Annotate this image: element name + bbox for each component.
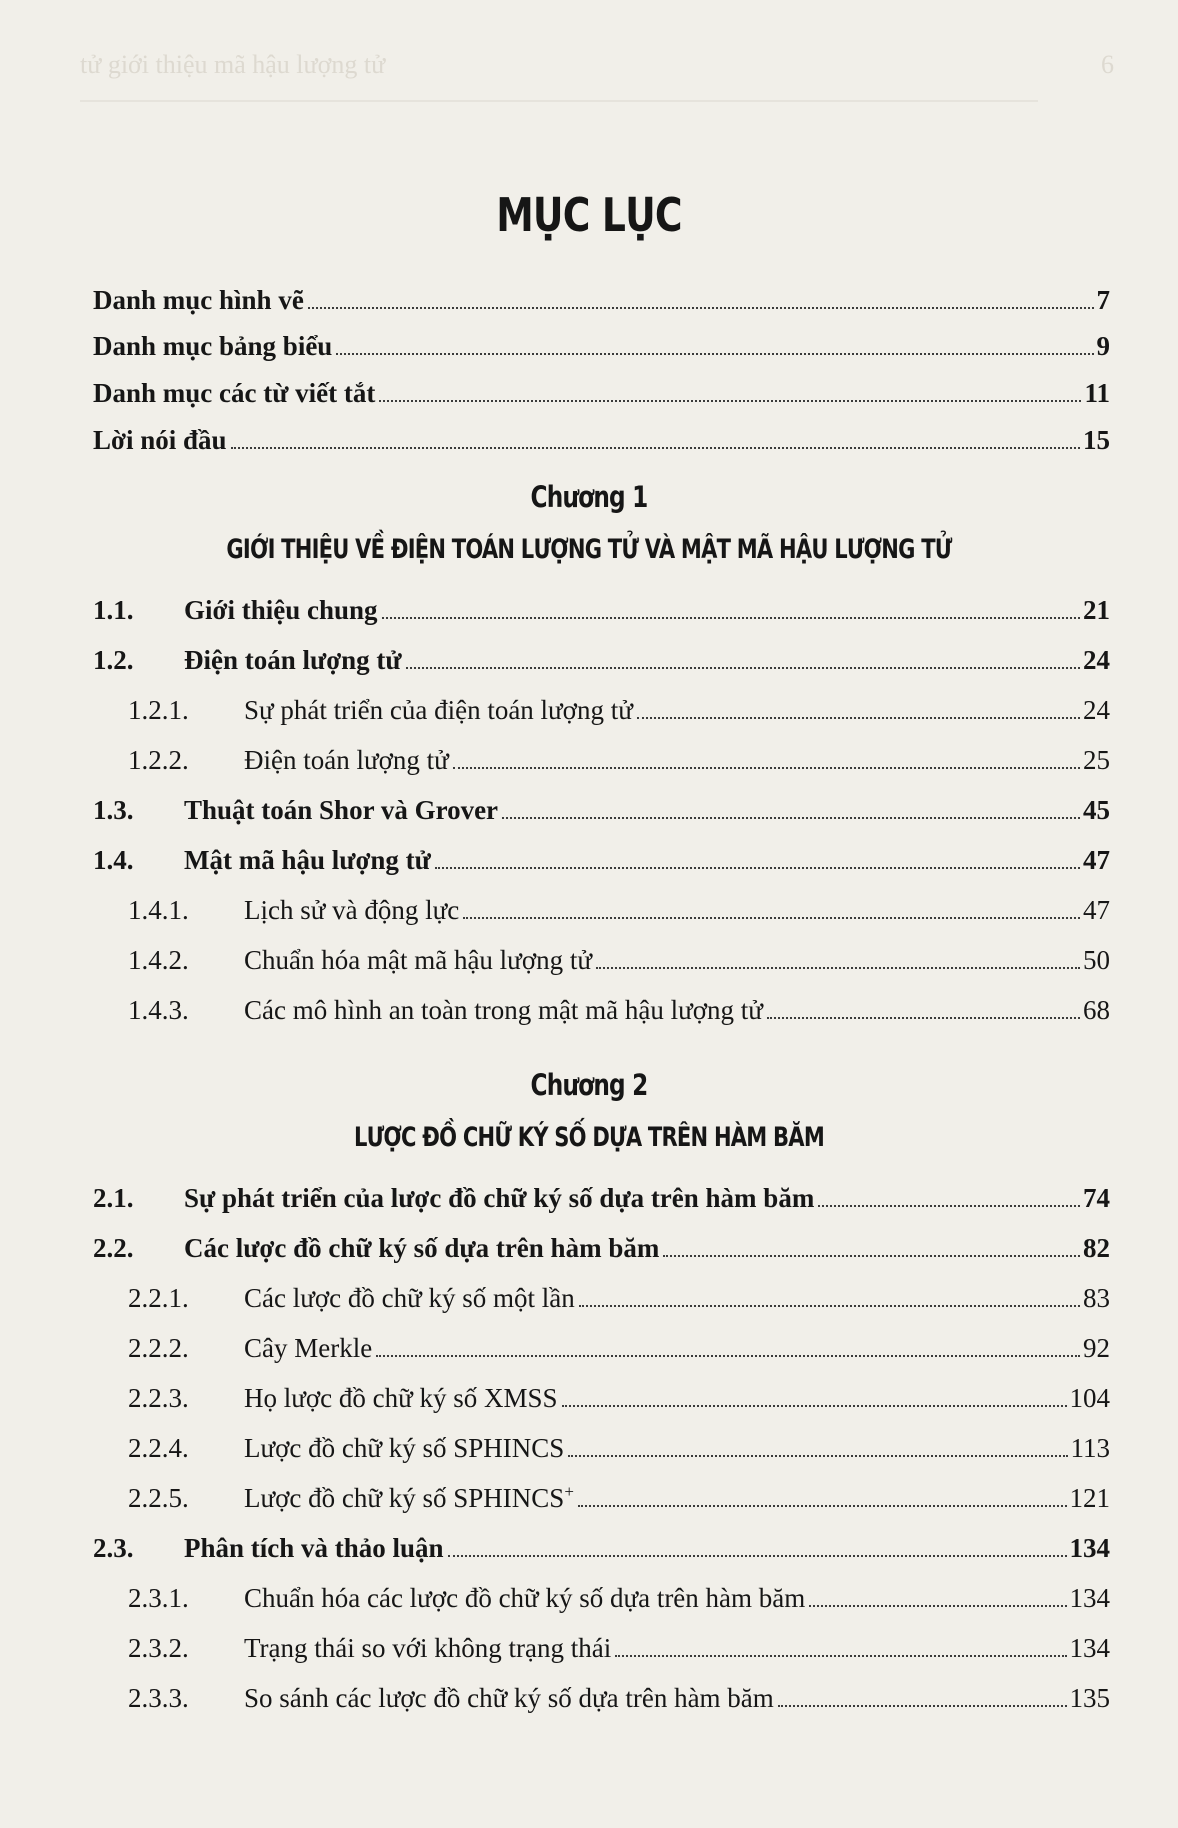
toc-entry [0,1328,1178,1368]
toc-entry [0,1478,1178,1518]
dot-leader [435,866,1080,869]
toc-entry-label: Lược đồ chữ ký số SPHINCS [244,1433,565,1463]
dot-leader [463,916,1080,919]
toc-entry-number: 2.3.2. [128,1633,189,1663]
toc-entry-label: Cây Merkle [244,1333,373,1363]
dot-leader [376,1354,1080,1357]
toc-entry-label: Chuẩn hóa mật mã hậu lượng tử [244,945,592,975]
toc-entry-label: Chuẩn hóa các lược đồ chữ ký số dựa trên hàm băm [244,1583,806,1613]
toc-entry-number: 1.4. [93,845,134,875]
toc-entry-number: 1.4.1. [128,895,189,925]
toc-entry-page: 121 [1069,1483,1110,1513]
toc-entry-page: 25 [1083,745,1110,775]
chapter-heading: Chương 2 [530,1068,648,1102]
toc-entry-page: 134 [1069,1533,1110,1563]
toc-entry-label: Lời nói đầu [93,425,227,455]
dot-leader [809,1604,1066,1607]
toc-entry-label: Lịch sử và động lực [244,895,460,925]
toc-entry-page: 50 [1083,945,1110,975]
bleed-through-rule [80,100,1038,102]
toc-entry-label: Điện toán lượng tử [184,645,402,675]
toc-entry-label: Trạng thái so với không trạng thái [244,1633,612,1663]
toc-entry [0,326,1178,366]
chapter-title: LƯỢC ĐỒ CHỮ KÝ SỐ DỰA TRÊN HÀM BĂM [353,1122,825,1153]
toc-entry [0,1228,1178,1268]
toc-entry-page: 21 [1083,595,1110,625]
superscript-plus: + [564,1482,574,1501]
toc-entry [0,690,1178,730]
toc-entry-page: 24 [1083,645,1110,675]
toc-entry-label: So sánh các lược đồ chữ ký số dựa trên hàm băm [244,1683,774,1713]
toc-entry-page: 68 [1083,995,1110,1025]
toc-entry-page: 45 [1083,795,1110,825]
toc-entry-label: Danh mục các từ viết tắt [93,378,376,408]
dot-leader [615,1654,1066,1657]
toc-entry-page: 9 [1096,331,1110,361]
toc-entry-label: Sự phát triển của lược đồ chữ ký số dựa trên hàm băm [184,1183,815,1213]
dot-leader [231,446,1080,449]
bleed-through-page-number: 6 [1101,50,1114,79]
toc-entry [0,1628,1178,1668]
toc-entry-label: Danh mục bảng biểu [93,331,333,361]
toc-entry-label: Thuật toán Shor và Grover [184,795,499,825]
toc-entry [0,740,1178,780]
toc-entry-number: 2.3.1. [128,1583,189,1613]
dot-leader [453,766,1080,769]
toc-entry [0,640,1178,680]
dot-leader [663,1254,1080,1257]
toc-entry [0,890,1178,930]
toc-entry-page: 134 [1069,1583,1110,1613]
toc-entry-page: 92 [1083,1333,1110,1363]
toc-entry-number: 2.1. [93,1183,134,1213]
dot-leader [502,816,1080,819]
toc-entry-page: 7 [1096,285,1110,315]
toc-entry-label: Mật mã hậu lượng tử [184,845,431,875]
toc-entry-label: Danh mục hình vẽ [93,285,304,315]
toc-entry-page: 82 [1083,1233,1110,1263]
toc-entry [0,1378,1178,1418]
toc-entry-label: Họ lược đồ chữ ký số XMSS [244,1383,558,1413]
toc-entry-number: 2.2.4. [128,1433,189,1463]
toc-entry-number: 2.3.3. [128,1683,189,1713]
toc-entry-page: 15 [1083,425,1110,455]
page-title: MỤC LỤC [496,188,682,242]
toc-entry-number: 2.3. [93,1533,134,1563]
toc-entry-number: 2.2. [93,1233,134,1263]
toc-entry-number: 1.2.2. [128,745,189,775]
toc-entry-label: Sự phát triển của điện toán lượng tử [244,695,633,725]
toc-entry-page: 47 [1083,845,1110,875]
dot-leader [406,666,1080,669]
toc-entry-page: 47 [1083,895,1110,925]
toc-entry [0,990,1178,1030]
toc-entry-label: Các mô hình an toàn trong mật mã hậu lượng tử [244,995,763,1025]
dot-leader [596,966,1080,969]
dot-leader [767,1016,1080,1019]
toc-entry-number: 1.1. [93,595,134,625]
toc-entry-number: 2.2.1. [128,1283,189,1313]
toc-entry [0,1278,1178,1318]
toc-entry-number: 2.2.2. [128,1333,189,1363]
toc-entry-label: Giới thiệu chung [184,595,378,625]
chapter-title: GIỚI THIỆU VỀ ĐIỆN TOÁN LƯỢNG TỬ VÀ MẬT MÃ HẬU LƯỢNG TỬ [226,534,952,565]
dot-leader [382,616,1081,619]
toc-entry-label: Các lược đồ chữ ký số dựa trên hàm băm [184,1233,660,1263]
dot-leader [568,1454,1067,1457]
toc-entry [0,1178,1178,1218]
toc-entry-page: 104 [1069,1383,1110,1413]
toc-entry-number: 1.3. [93,795,134,825]
toc-entry [0,420,1178,460]
toc-entry [0,280,1178,320]
dot-leader [308,306,1094,309]
toc-entry [0,590,1178,630]
toc-entry-label: Các lược đồ chữ ký số một lần [244,1283,575,1313]
toc-entry-label: Lược đồ chữ ký số SPHINCS+ [244,1482,574,1513]
toc-entry-number: 1.2.1. [128,695,189,725]
toc-entry-number: 2.2.3. [128,1383,189,1413]
dot-leader [778,1704,1067,1707]
chapter-heading: Chương 1 [530,480,648,514]
toc-entry-page: 24 [1083,695,1110,725]
toc-entry-page: 74 [1083,1183,1110,1213]
dot-leader [448,1554,1067,1557]
dot-leader [562,1404,1067,1407]
toc-entry-page: 113 [1070,1433,1110,1463]
toc-entry-label: Phân tích và thảo luận [184,1533,444,1563]
toc-entry-number: 1.2. [93,645,134,675]
dot-leader [579,1304,1080,1307]
toc-entry-number: 1.4.3. [128,995,189,1025]
toc-entry [0,1578,1178,1618]
toc-entry-page: 11 [1084,378,1110,408]
toc-entry [0,840,1178,880]
toc-entry-number: 1.4.2. [128,945,189,975]
toc-entry-page: 83 [1083,1283,1110,1313]
toc-entry-label: Điện toán lượng tử [244,745,449,775]
dot-leader [818,1204,1080,1207]
dot-leader [578,1504,1067,1507]
toc-entry-page: 135 [1069,1683,1110,1713]
dot-leader [336,352,1093,355]
toc-entry [0,790,1178,830]
dot-leader [637,716,1080,719]
toc-entry [0,1678,1178,1718]
toc-entry [0,940,1178,980]
toc-entry [0,373,1178,413]
toc-entry [0,1528,1178,1568]
toc-entry-number: 2.2.5. [128,1483,189,1513]
toc-entry-page: 134 [1069,1633,1110,1663]
dot-leader [379,399,1081,402]
toc-entry [0,1428,1178,1468]
bleed-through-header: tử giới thiệu mã hậu lượng tử [80,50,386,79]
